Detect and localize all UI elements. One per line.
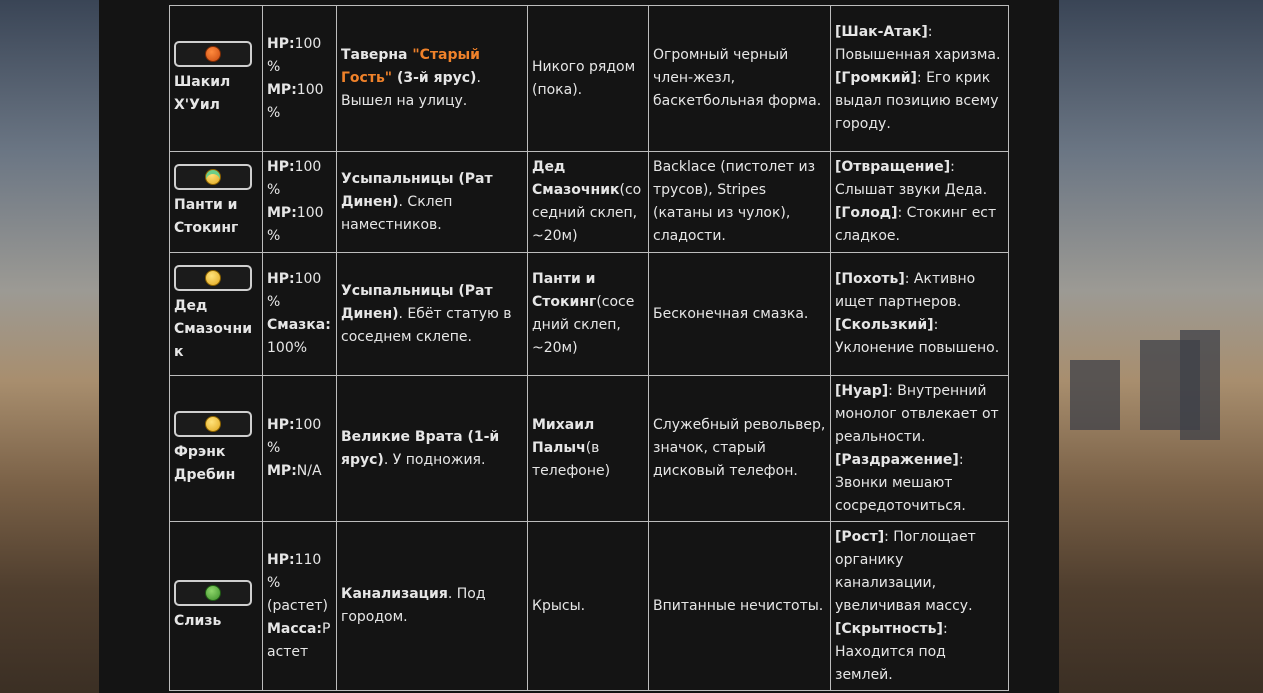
character-status-table: [169, 5, 1009, 691]
items-cell: [649, 253, 831, 376]
location-name: Таверна: [341, 47, 413, 63]
stat2-value: 100%: [267, 340, 308, 356]
avatar[interactable]: [174, 411, 252, 437]
character-cell: [170, 522, 263, 691]
character-name: Панти и Стокинг: [174, 197, 239, 236]
location-name: Усыпальницы (Рат Динен): [341, 282, 493, 322]
table-row: [170, 6, 1009, 152]
content-panel: [99, 0, 1059, 693]
nearby-detail: (соседний склеп, ~20м): [532, 294, 635, 356]
nearby-cell: [528, 376, 649, 522]
effect1-text: : Активно ищет партнеров.: [835, 271, 976, 310]
items-text: Впитанные нечистоты.: [653, 597, 824, 614]
location-detail: . Ебёт статую в соседнем склепе.: [341, 305, 512, 345]
location-cell: [337, 522, 528, 691]
stat1-value: 100%: [267, 417, 322, 456]
stat2-value: Растет: [267, 620, 331, 660]
location-detail: . Под городом.: [341, 586, 486, 625]
character-cell: [170, 376, 263, 522]
sick-face-icon: [205, 585, 221, 601]
effect2-name: [Скользкий]: [835, 317, 934, 333]
table-row: [170, 152, 1009, 253]
effect2-name: [Раздражение]: [835, 451, 959, 468]
nearby-cell: [528, 253, 649, 376]
items-text: Бесконечная смазка.: [653, 305, 809, 322]
basketball-icon: [205, 46, 221, 62]
stat1-value: 110% (растет): [267, 551, 329, 614]
effect2-text: : Находится под землей.: [835, 620, 948, 683]
stat2-label: Масса:: [267, 620, 323, 637]
nearby-name: Панти и Стокинг: [532, 271, 597, 310]
nearby-cell: [528, 152, 649, 253]
items-text: Служебный револьвер, значок, старый дисковый телефон.: [653, 417, 826, 479]
location-cell: [337, 152, 528, 253]
stat2-value: 100 %: [267, 81, 324, 121]
stats-cell: [263, 253, 337, 376]
effects-cell: [831, 522, 1009, 691]
location-detail: . Склеп наместников.: [341, 193, 453, 233]
table-row: [170, 522, 1009, 691]
avatar[interactable]: [174, 580, 252, 606]
stat1-value: 100%: [267, 271, 322, 310]
stat2-label: MP:: [267, 205, 297, 221]
stat2-value: 100 %: [267, 205, 324, 244]
stat2-label: MP:: [267, 463, 297, 479]
items-text: Backlace (пистолет из трусов), Stripes (катаны из чулок), сладости.: [653, 159, 816, 244]
stat2-value: N/A: [296, 463, 322, 479]
effects-cell: [831, 6, 1009, 152]
effects-cell: [831, 376, 1009, 522]
items-cell: [649, 522, 831, 691]
stats-cell: [263, 152, 337, 253]
old-face-icon: [205, 270, 221, 286]
location-cell: [337, 376, 528, 522]
table-row: [170, 253, 1009, 376]
nearby-cell: [528, 522, 649, 691]
effect2-text: : Звонки мешают сосредоточиться.: [835, 451, 966, 514]
effect2-name: [Скрытность]: [835, 620, 943, 637]
effect2-text: : Его крик выдал позицию всему городу.: [835, 70, 999, 132]
character-cell: [170, 152, 263, 253]
stat2-label: MP:: [267, 81, 297, 98]
stats-cell: [263, 6, 337, 152]
location-name: Канализация: [341, 586, 448, 602]
location-cell: [337, 253, 528, 376]
nearby-detail: Никого рядом (пока).: [532, 58, 636, 98]
effect1-name: [Нуар]: [835, 382, 889, 399]
nearby-detail: Крысы.: [532, 597, 586, 614]
stat2-label: Смазка:: [267, 317, 331, 333]
effect1-text: : Повышенная харизма.: [835, 24, 1001, 63]
nearby-detail: (соседний склеп, ~20м): [532, 182, 642, 244]
location-level: (3-й ярус): [392, 70, 477, 86]
nearby-cell: [528, 6, 649, 152]
effects-cell: [831, 253, 1009, 376]
effect1-text: : Слышат звуки Деда.: [835, 159, 988, 198]
character-name: Фрэнк Дребин: [174, 443, 236, 483]
character-name: Шакил Х'Уил: [174, 73, 231, 113]
effect1-text: : Поглощает органику канализации, увеличивая массу.: [835, 528, 976, 614]
stat1-value: 100%: [267, 159, 322, 198]
table-row: [170, 376, 1009, 522]
background-rock: [1070, 360, 1120, 430]
items-cell: [649, 152, 831, 253]
nurse-face-icon: [205, 169, 221, 185]
location-accent: "Старый Гость": [341, 47, 480, 86]
effect2-text: : Стокинг ест сладкое.: [835, 205, 997, 244]
avatar[interactable]: [174, 265, 252, 291]
avatar[interactable]: [174, 164, 252, 190]
nearby-detail: (в телефоне): [532, 440, 611, 479]
effect1-text: : Внутренний монолог отвлекает от реальности.: [835, 382, 999, 445]
effect1-name: [Рост]: [835, 528, 885, 545]
character-cell: [170, 253, 263, 376]
effect2-text: : Уклонение повышено.: [835, 317, 1000, 356]
effect1-name: [Шак-Атак]: [835, 24, 928, 40]
stat1-label: HP:: [267, 159, 295, 175]
avatar[interactable]: [174, 41, 252, 67]
character-cell: [170, 6, 263, 152]
character-name: Слизь: [174, 612, 222, 629]
effect2-name: [Громкий]: [835, 70, 917, 86]
effect1-name: [Отвращение]: [835, 159, 951, 175]
location-cell: [337, 6, 528, 152]
location-detail: . У подножия.: [383, 451, 486, 468]
old-face-icon: [205, 416, 221, 432]
nearby-name: Дед Смазочник: [532, 159, 620, 198]
stat1-label: HP:: [267, 35, 295, 52]
items-text: Огромный черный член-жезл, баскетбольная форма.: [653, 47, 822, 109]
location-name: Усыпальницы (Рат Динен): [341, 170, 493, 210]
items-cell: [649, 6, 831, 152]
stat1-label: HP:: [267, 417, 295, 433]
stat1-label: HP:: [267, 271, 295, 287]
stat1-value: 100%: [267, 35, 322, 75]
character-name: Дед Смазочник: [174, 297, 253, 360]
location-detail: . Вышел на улицу.: [341, 70, 481, 109]
stats-cell: [263, 376, 337, 522]
stats-cell: [263, 522, 337, 691]
location-name: Великие Врата (1-й ярус): [341, 428, 500, 468]
effects-cell: [831, 152, 1009, 253]
effect2-name: [Голод]: [835, 205, 898, 221]
stat1-label: HP:: [267, 551, 295, 568]
items-cell: [649, 376, 831, 522]
nearby-name: Михаил Палыч: [532, 417, 595, 456]
background-rock: [1180, 330, 1220, 440]
effect1-name: [Похоть]: [835, 271, 905, 287]
